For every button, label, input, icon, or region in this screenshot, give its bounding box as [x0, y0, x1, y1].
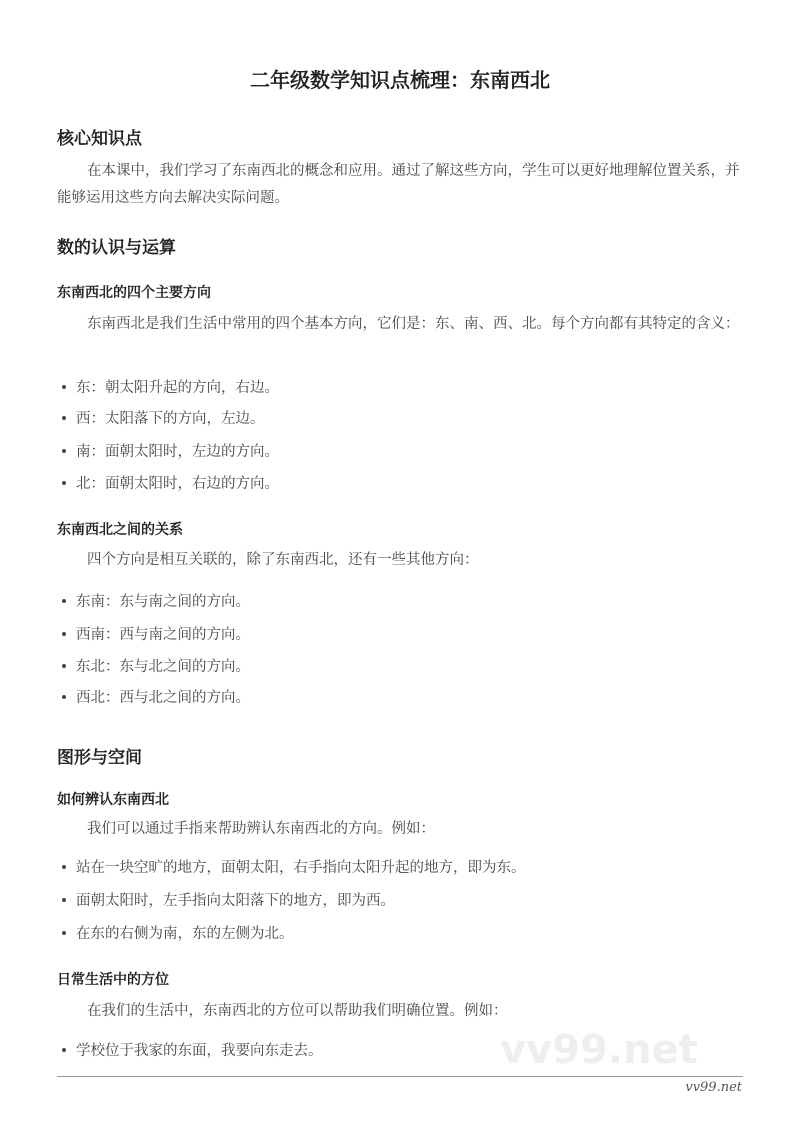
list-item: 东北：东与北之间的方向。 — [76, 655, 250, 676]
watermark: vv99.net — [500, 1027, 698, 1073]
footer-site: vv99.net — [685, 1080, 742, 1095]
list-item: 西：太阳落下的方向，左边。 — [76, 407, 265, 428]
list-item: 学校位于我家的东面，我要向东走去。 — [76, 1039, 323, 1060]
list-item: 在东的右侧为南，东的左侧为北。 — [76, 922, 294, 943]
section-heading: 核心知识点 — [57, 129, 142, 149]
section-heading: 图形与空间 — [57, 748, 142, 768]
subsection-heading: 日常生活中的方位 — [57, 972, 169, 988]
list-item: 面朝太阳时，左手指向太阳落下的地方，即为西。 — [76, 889, 395, 910]
list-item: 西南：西与南之间的方向。 — [76, 623, 250, 644]
list-item: 西北：西与北之间的方向。 — [76, 686, 250, 707]
list-item: 北：面朝太阳时，右边的方向。 — [76, 472, 279, 493]
list-item: 东：朝太阳升起的方向，右边。 — [76, 376, 279, 397]
list-item: 南：面朝太阳时，左边的方向。 — [76, 440, 279, 461]
paragraph: 在我们的生活中，东南西北的方位可以帮助我们明确位置。例如： — [87, 1003, 508, 1019]
paragraph: 在本课中，我们学习了东南西北的概念和应用。通过了解这些方向，学生可以更好地理解位置关系，并能够运用这些方向去解决实际问题。 — [57, 163, 740, 206]
subsection-heading: 东南西北之间的关系 — [57, 522, 183, 538]
list-item: 站在一块空旷的地方，面朝太阳，右手指向太阳升起的地方，即为东。 — [76, 856, 526, 877]
section-heading: 数的认识与运算 — [57, 238, 176, 258]
paragraph: 我们可以通过手指来帮助辨认东南西北的方向。例如： — [87, 821, 435, 837]
paragraph: 东南西北是我们生活中常用的四个基本方向，它们是：东、南、西、北。每个方向都有其特定的含义： — [87, 316, 740, 332]
paragraph: 四个方向是相互关联的，除了东南西北，还有一些其他方向： — [87, 552, 479, 568]
subsection-heading: 东南西北的四个主要方向 — [57, 285, 211, 301]
footer-divider — [57, 1076, 743, 1077]
page-title: 二年级数学知识点梳理：东南西北 — [250, 68, 550, 92]
list-item: 东南：东与南之间的方向。 — [76, 590, 250, 611]
subsection-heading: 如何辨认东南西北 — [57, 792, 169, 808]
